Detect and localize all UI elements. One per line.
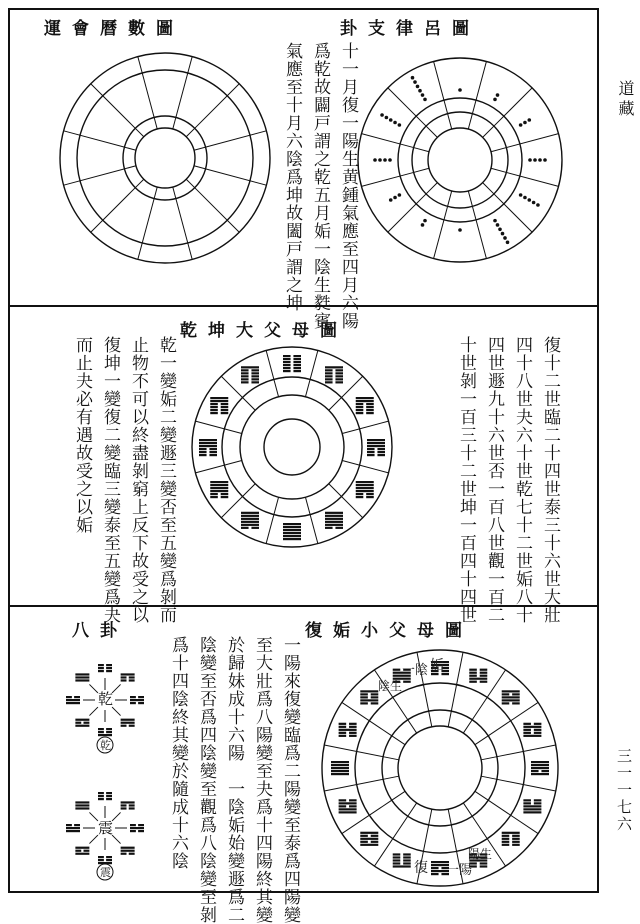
pitch-dot [493, 219, 497, 223]
wheel-divider [448, 191, 452, 206]
pitch-dot [388, 158, 392, 162]
small-circle-zhen: 震 [100, 866, 111, 879]
pitch-dot [519, 193, 523, 197]
wheel-divider [342, 460, 388, 472]
wheel-divider [266, 350, 278, 396]
bagua-ray [112, 835, 120, 843]
wheel-divider [195, 421, 241, 433]
wheel-divider [91, 188, 136, 233]
title-fu-gou: 復姤小父母圖 [305, 621, 473, 641]
wheel-divider [361, 172, 413, 186]
wheel-divider [173, 117, 176, 129]
text-right-col-3: 四世遯九十六世否一百八世觀一百二 [484, 336, 504, 624]
trigram [98, 728, 112, 736]
wheel-divider [138, 57, 154, 118]
wheel-divider [429, 809, 432, 825]
text-col-p3-4: 陰變至否爲四陰變至觀爲八陰變至剝 [196, 636, 216, 924]
trigram [98, 856, 112, 864]
hexagram [199, 439, 217, 456]
trigram [121, 801, 135, 809]
wheel-divider [448, 711, 451, 727]
wheel-divider [392, 736, 405, 745]
hexagram [325, 366, 343, 383]
hexagram [360, 832, 378, 846]
pitch-dot [498, 227, 502, 231]
hexagram [283, 355, 301, 372]
text-col-p3-3: 於歸妹成十六陽 一陰姤始變遯爲二 [224, 636, 244, 924]
trigram [75, 673, 89, 681]
pitch-dot [503, 236, 507, 240]
wheel-divider [475, 736, 488, 745]
wheel-divider [472, 670, 505, 720]
wheel-label-yi-yang: 一陽 [446, 863, 473, 878]
trigram [75, 847, 89, 855]
wheel-label-yi-yin: 一陰 [402, 663, 429, 678]
text-col-p3-2: 至大壯爲八陽變至夬爲十四陽終其變 [252, 636, 272, 924]
hexagram [469, 669, 487, 683]
wheel-divider [491, 148, 506, 152]
hexagram [339, 799, 357, 813]
wheel-divider [176, 57, 192, 118]
pitch-dot [423, 98, 427, 102]
wheel-divider [305, 497, 317, 543]
bagua-ray [89, 707, 97, 715]
text-right-col-4: 十世剝一百三十二世坤一百四十四世 [456, 336, 476, 624]
wheel-divider [426, 183, 437, 194]
trigram [98, 664, 112, 672]
wheel-divider [408, 803, 417, 816]
hexagram [241, 512, 259, 529]
pitch-dot [383, 158, 387, 162]
wheel-divider [186, 128, 194, 136]
wheel-divider [324, 779, 383, 791]
wheel-divider [195, 188, 240, 233]
side-dao-zang: 道藏 [616, 80, 635, 120]
text-col-p3-5: 爲十四陰終其變於隨成十六陰 [168, 636, 188, 870]
wheel-divider [388, 194, 426, 232]
wheel-divider [463, 803, 472, 816]
wheel-divider [414, 148, 429, 152]
pitch-dot [496, 93, 500, 97]
wheel-divider [472, 61, 486, 113]
pitch-dot [385, 116, 389, 120]
pitch-dot [421, 93, 425, 97]
wheel-divider [176, 199, 192, 260]
text-right-col-1: 復十二世臨二十四世泰三十六世大壯 [540, 336, 560, 624]
pitch-dot [389, 118, 393, 122]
wheel-divider [434, 61, 448, 113]
hexagram [531, 761, 549, 775]
wheel-divider [429, 711, 432, 727]
text-left-col-4: 而止夬必有遇故受之以姤 [72, 336, 92, 534]
bagua-ray [89, 812, 97, 820]
wheel-divider [448, 809, 451, 825]
pitch-dot [380, 113, 384, 117]
bagua-ray [89, 835, 97, 843]
pitch-dot [536, 203, 540, 207]
wheel-divider [463, 720, 472, 733]
wheel-divider [342, 800, 392, 833]
bagua-ray [89, 684, 97, 692]
pitch-dot [413, 80, 417, 84]
pitch-dot [527, 198, 531, 202]
small-circle-qian: 乾 [100, 739, 111, 752]
hexagram [356, 481, 374, 498]
hexagram [283, 523, 301, 540]
wheel-divider [154, 117, 157, 129]
wheel-divider [392, 791, 405, 800]
trigram [98, 792, 112, 800]
pitch-dot [519, 123, 523, 127]
pitch-dot [533, 158, 537, 162]
trigram [121, 673, 135, 681]
pitch-dot [398, 193, 402, 197]
wheel-divider [472, 206, 486, 258]
wheel-divider [497, 779, 556, 791]
text-col-1: 十一月復一陽生黄鍾氣應至四月六陽 [338, 42, 358, 330]
wheel-divider [324, 745, 383, 757]
wheel-divider [64, 131, 125, 147]
wheel-divider [481, 757, 497, 760]
wheel-divider [497, 745, 556, 757]
pitch-dot [411, 76, 415, 80]
pitch-dot [393, 196, 397, 200]
qian-kun-wheel [190, 345, 395, 550]
pitch-dot [373, 158, 377, 162]
hexagram [502, 690, 520, 704]
wheel-divider [64, 169, 125, 185]
wheel-label-yang-sheng: 陽生 [468, 847, 493, 861]
text-col-2: 爲乾故闢戸謂之乾五月姤一陰生㽔賓 [310, 42, 330, 330]
pitch-dot [416, 85, 420, 89]
wheel-divider [206, 131, 267, 147]
trigram [121, 719, 135, 727]
hexagram [367, 439, 385, 456]
pitch-dot [532, 201, 536, 205]
text-col-p3-1: 一陽來復變臨爲二陽變至泰爲四陽變 [280, 636, 300, 924]
pitch-dot [389, 198, 393, 202]
wheel-divider [488, 800, 538, 833]
pitch-dot [523, 121, 527, 125]
trigram [66, 696, 80, 704]
hexagram [325, 512, 343, 529]
wheel-divider [374, 816, 407, 866]
pitch-dot [398, 123, 402, 127]
wheel-divider [195, 84, 240, 129]
gua-zhi-wheel [355, 55, 565, 265]
hexagram [393, 853, 411, 867]
wheel-divider [506, 134, 558, 148]
wheel-divider [124, 166, 136, 169]
wheel-divider [483, 126, 494, 137]
wheel-divider [154, 187, 157, 199]
wheel-divider [383, 776, 399, 779]
title-qian-kun: 乾坤大父母圖 [180, 321, 348, 341]
hexagram [523, 723, 541, 737]
wheel-divider [186, 179, 194, 187]
hexagram [210, 481, 228, 498]
title-gua-zhi-lu-lu: 卦支律呂圖 [340, 19, 480, 39]
trigram [75, 719, 89, 727]
wheel-divider [138, 199, 154, 260]
divider-top [8, 305, 599, 307]
wheel-label-yin-sheng: 陰生 [378, 679, 403, 693]
pitch-dot [418, 89, 422, 93]
pitch-dot [393, 121, 397, 125]
text-left-col-1: 乾一變姤二變遯三變否至五變爲剝而 [156, 336, 176, 624]
pitch-dot [378, 158, 382, 162]
fu-gou-wheel [318, 646, 563, 891]
hexagram [502, 832, 520, 846]
wheel-divider [305, 350, 317, 396]
wheel-divider [491, 168, 506, 172]
wheel-divider [408, 720, 417, 733]
wheel-divider [361, 134, 413, 148]
page-number: 三一一七六 [615, 748, 633, 833]
pitch-dot [458, 88, 462, 92]
wheel-label-gou: 姤 [430, 658, 444, 674]
wheel-divider [124, 147, 136, 150]
pitch-dot [423, 219, 427, 223]
wheel-divider [383, 757, 399, 760]
hexagram [241, 366, 259, 383]
pitch-dot [527, 118, 531, 122]
pitch-dot [501, 232, 505, 236]
yun-hui-wheel [55, 48, 275, 268]
trigram [121, 847, 135, 855]
wheel-divider [91, 84, 136, 129]
wheel-divider [417, 652, 429, 711]
wheel-divider [195, 460, 241, 472]
hexagram [360, 690, 378, 704]
trigram [130, 696, 144, 704]
wheel-label-fu: 復 [414, 860, 428, 876]
text-right-col-2: 四十八世夬六十世乾七十二世姤八十 [512, 336, 532, 624]
hexagram [331, 761, 349, 775]
bagua-center-zhen: 震 [98, 819, 114, 837]
hexagram [523, 799, 541, 813]
text-left-col-3: 復坤一變復二變臨三變泰至五變爲夬 [100, 336, 120, 624]
bagua-ray [112, 684, 120, 692]
wheel-divider [468, 191, 472, 206]
pitch-dot [496, 223, 500, 227]
wheel-divider [173, 187, 176, 199]
wheel-divider [448, 114, 452, 129]
trigram [75, 801, 89, 809]
trigram [66, 824, 80, 832]
wheel-divider [194, 166, 206, 169]
pitch-dot [523, 196, 527, 200]
wheel-divider [481, 776, 497, 779]
wheel-divider [206, 169, 267, 185]
wheel-divider [388, 88, 426, 126]
bagua-diagrams [50, 640, 160, 885]
wheel-divider [494, 194, 532, 232]
pitch-dot [528, 158, 532, 162]
wheel-divider [266, 497, 278, 543]
pitch-dot [493, 98, 497, 102]
title-yun-hui-li-shu: 運會曆數圖 [44, 19, 184, 39]
wheel-divider [494, 88, 532, 126]
wheel-divider [483, 183, 494, 194]
wheel-divider [194, 147, 206, 150]
wheel-divider [135, 128, 143, 136]
trigram [130, 824, 144, 832]
wheel-divider [468, 114, 472, 129]
wheel-divider [506, 172, 558, 186]
pitch-dot [543, 158, 547, 162]
wheel-divider [426, 126, 437, 137]
hexagram [339, 723, 357, 737]
title-ba-gua: 八卦 [72, 621, 128, 641]
pitch-dot [421, 223, 425, 227]
wheel-divider [475, 791, 488, 800]
wheel-divider [414, 168, 429, 172]
bagua-center-qian: 乾 [98, 690, 114, 708]
hexagram [210, 397, 228, 414]
wheel-divider [135, 179, 143, 187]
hexagram [356, 397, 374, 414]
pitch-dot [538, 158, 542, 162]
bagua-ray [112, 707, 120, 715]
text-left-col-2: 止物不可以終盡剝窮上反下故受之以 [128, 336, 148, 624]
pitch-dot [506, 240, 510, 244]
wheel-divider [434, 206, 448, 258]
text-col-3: 氣應至十月六陰爲坤故闔戸謂之坤 [282, 42, 302, 312]
wheel-divider [451, 652, 463, 711]
bagua-ray [112, 812, 120, 820]
pitch-dot [458, 228, 462, 232]
wheel-divider [342, 421, 388, 433]
